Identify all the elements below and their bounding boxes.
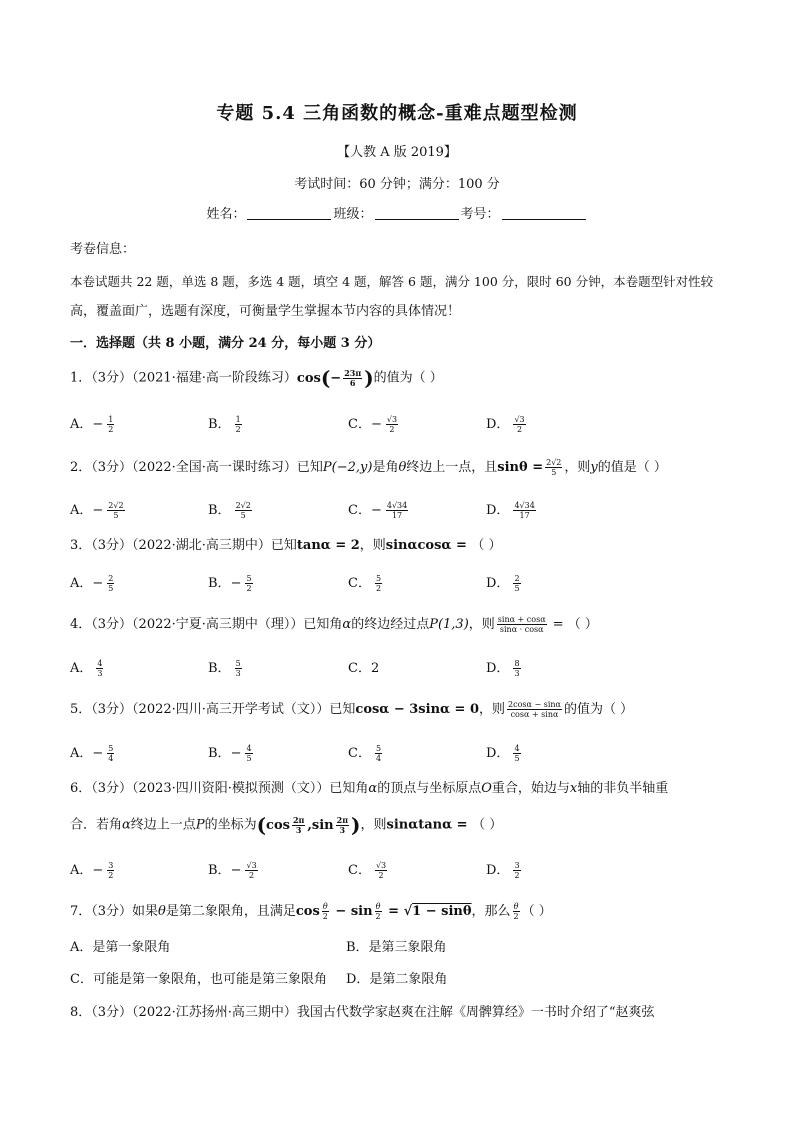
option-label: A． bbox=[70, 417, 93, 432]
q6-prefix: 6．（3分）（2023·四川资阳·模拟预测（文））已知角 bbox=[70, 781, 369, 796]
q5-option-b[interactable] bbox=[208, 743, 255, 765]
option-label: A． bbox=[70, 661, 93, 676]
option-label: A． bbox=[70, 746, 93, 761]
option-label: B． bbox=[208, 661, 231, 676]
option-numerator: 2 bbox=[108, 574, 114, 583]
option-fraction bbox=[235, 659, 242, 678]
number-blank[interactable] bbox=[502, 206, 586, 220]
q3-option-c[interactable] bbox=[348, 573, 384, 595]
option-sign: − bbox=[230, 576, 242, 591]
option-sign: − bbox=[92, 417, 104, 432]
q1-options bbox=[70, 414, 724, 436]
question-5 bbox=[70, 700, 724, 720]
option-fraction bbox=[513, 415, 525, 434]
q6-expression: sinαtanα = bbox=[386, 817, 473, 833]
option-denominator: 5 bbox=[514, 754, 520, 763]
option-numerator: 4 bbox=[97, 659, 103, 668]
option-denominator: 2 bbox=[389, 425, 395, 434]
q4-option-d[interactable] bbox=[486, 658, 523, 680]
option-numerator: 4 bbox=[514, 744, 520, 753]
q7-option-a[interactable]: A．是第一象限角 bbox=[70, 940, 171, 955]
option-fraction bbox=[107, 574, 114, 593]
q5-fraction bbox=[507, 700, 562, 719]
option-denominator: 3 bbox=[235, 669, 241, 678]
option-fraction bbox=[513, 659, 520, 678]
q1-option-d[interactable] bbox=[486, 414, 528, 436]
question-3 bbox=[70, 536, 724, 556]
name-label: 姓名： bbox=[206, 207, 246, 222]
q6-mid2: 重合，始边与 bbox=[491, 781, 570, 796]
q4-end: = （ ） bbox=[548, 617, 598, 632]
q2-options bbox=[70, 500, 724, 522]
option-label: A． bbox=[70, 863, 93, 878]
q6-sin: ,sin bbox=[307, 817, 334, 833]
q1-stem-end: 的值为（ ） bbox=[373, 370, 443, 386]
q7-mid2: ，那么 bbox=[471, 904, 511, 919]
option-numerator: 2√2 bbox=[235, 501, 251, 510]
class-label: 班级： bbox=[333, 207, 373, 222]
option-denominator: 2 bbox=[108, 425, 114, 434]
option-denominator: 2 bbox=[246, 584, 252, 593]
q3-mid: ，则 bbox=[359, 538, 386, 553]
option-label: A． bbox=[70, 503, 93, 518]
option-numerator: 5 bbox=[246, 574, 252, 583]
q5-option-a[interactable] bbox=[70, 743, 116, 765]
q7-options-row-1 bbox=[70, 937, 724, 959]
option-denominator: 17 bbox=[519, 511, 530, 520]
option-numerator: 4√34 bbox=[514, 501, 535, 510]
option-fraction bbox=[245, 861, 257, 880]
option-label: D． bbox=[486, 503, 510, 518]
option-denominator: 4 bbox=[108, 754, 114, 763]
q6-option-d[interactable] bbox=[486, 860, 523, 882]
option-fraction bbox=[513, 501, 535, 520]
q7-frac-1 bbox=[322, 902, 329, 921]
q2-theta: θ bbox=[398, 460, 407, 475]
question-1 bbox=[70, 368, 724, 389]
q2-num: 2√2 bbox=[546, 458, 562, 467]
option-label: C． bbox=[348, 746, 371, 761]
option-numerator: 5 bbox=[108, 744, 114, 753]
q2-end: 的值是（ ） bbox=[597, 460, 667, 475]
question-8: 8．（3分）（2022·江苏扬州·高三期中）我国古代数学家赵爽在注解《周髀算经》一书时介绍了“赵爽弦 bbox=[70, 1005, 655, 1020]
q7-option-d[interactable]: D．是第二象限角 bbox=[346, 972, 448, 987]
name-blank[interactable] bbox=[247, 206, 331, 220]
option-fraction bbox=[386, 501, 408, 520]
q4-options bbox=[70, 658, 724, 680]
question-2 bbox=[70, 458, 724, 478]
option-numerator: √3 bbox=[375, 861, 387, 870]
option-label: B． bbox=[208, 746, 231, 761]
option-numerator: 3 bbox=[108, 861, 114, 870]
option-sign: − bbox=[92, 576, 104, 591]
option-label: B． bbox=[208, 863, 231, 878]
option-fraction bbox=[375, 574, 382, 593]
q7-prefix: 7．（3分）如果 bbox=[70, 904, 159, 919]
q7-radicand: 1 − sinθ bbox=[412, 904, 472, 919]
q6-frac-1 bbox=[292, 816, 305, 835]
q2-option-a[interactable] bbox=[70, 500, 127, 522]
option-fraction bbox=[235, 501, 252, 520]
q4-num: sinα + cosα bbox=[497, 615, 546, 624]
q7-end: （ ） bbox=[521, 904, 552, 919]
q7-option-c[interactable]: C．可能是第一象限角，也可能是第三象限角 bbox=[70, 972, 327, 987]
class-blank[interactable] bbox=[375, 206, 459, 220]
option-numerator: 2√2 bbox=[108, 501, 124, 510]
q6-frac1-den: 3 bbox=[295, 824, 302, 835]
q6-line2-mid2: 的坐标为 bbox=[204, 817, 257, 833]
page-title: 专题 5.4 三角函数的概念-重难点题型检测 bbox=[216, 103, 578, 124]
option-label: D． bbox=[486, 863, 510, 878]
option-label: C． bbox=[348, 661, 371, 676]
q4-mid: 的终边经过点 bbox=[351, 617, 430, 632]
option-denominator: 2 bbox=[378, 871, 384, 880]
number-label: 考号： bbox=[460, 207, 500, 222]
q7-frac3-num: θ bbox=[513, 902, 519, 911]
q2-option-d[interactable] bbox=[486, 500, 538, 522]
q1-option-c[interactable] bbox=[348, 414, 400, 436]
q6-mid: 的顶点与坐标原点 bbox=[377, 781, 482, 796]
option-denominator: 2 bbox=[514, 871, 520, 880]
option-denominator: 2 bbox=[375, 584, 382, 593]
option-label: C． bbox=[348, 417, 371, 432]
q6-frac2-den: 3 bbox=[339, 824, 346, 835]
option-sign: − bbox=[370, 503, 382, 518]
option-numerator: √3 bbox=[386, 415, 398, 424]
q7-frac-3 bbox=[513, 902, 520, 921]
q4-fraction bbox=[497, 615, 547, 634]
q7-equals: = bbox=[383, 904, 404, 919]
q7-sqrt: √1 − sinθ bbox=[403, 904, 472, 919]
option-denominator: 2 bbox=[108, 871, 114, 880]
option-fraction bbox=[96, 659, 103, 678]
q7-theta: θ bbox=[158, 904, 166, 919]
q3-option-a[interactable] bbox=[70, 573, 116, 595]
q4-mid2: ，则 bbox=[468, 617, 495, 632]
option-denominator: 17 bbox=[391, 511, 403, 520]
option-label: A． bbox=[70, 576, 93, 591]
q1-option-b[interactable] bbox=[208, 414, 244, 436]
option-numerator: 1 bbox=[108, 415, 114, 424]
q5-condition: cosα − 3sinα = 0 bbox=[355, 702, 480, 717]
q4-prefix: 4．（3分）（2022·宁夏·高三期中（理））已知角 bbox=[70, 617, 343, 632]
option-label: B． bbox=[208, 417, 231, 432]
q6-line1-end: 轴的非负半轴重 bbox=[577, 781, 669, 796]
question-6-line-2 bbox=[70, 815, 724, 836]
q2-option-c[interactable] bbox=[348, 500, 410, 522]
q5-option-c[interactable] bbox=[348, 743, 384, 765]
option-label: D． bbox=[486, 661, 510, 676]
q5-prefix: 5．（3分）（2022·四川·高三开学考试（文））已知 bbox=[70, 702, 356, 717]
q4-point: P(1,3) bbox=[429, 617, 469, 632]
option-sign: − bbox=[92, 746, 104, 761]
option-fraction bbox=[107, 501, 124, 520]
q6-option-b[interactable] bbox=[208, 860, 260, 882]
q6-origin: O bbox=[481, 781, 492, 796]
option-numerator: 8 bbox=[514, 659, 520, 668]
option-denominator: 3 bbox=[514, 669, 520, 678]
q2-fraction bbox=[545, 458, 562, 477]
option-denominator: 2 bbox=[249, 871, 255, 880]
q6-end: （ ） bbox=[472, 817, 503, 833]
info-line-2: 高，覆盖面广，选题有深度，可衡量学生掌握本节内容的具体情况！ bbox=[70, 304, 461, 319]
q6-option-c[interactable] bbox=[348, 860, 389, 882]
q1-option-a[interactable] bbox=[70, 414, 116, 436]
q2-mid2: 终边上一点，且 bbox=[406, 460, 498, 475]
option-fraction bbox=[235, 415, 242, 434]
option-fraction bbox=[245, 744, 252, 763]
q6-options bbox=[70, 860, 724, 882]
option-numerator: 1 bbox=[235, 415, 241, 424]
student-info-row bbox=[0, 205, 794, 225]
option-denominator: 5 bbox=[246, 754, 252, 763]
question-6-line-1 bbox=[70, 779, 724, 799]
q6-line2-prefix: 合．若角 bbox=[70, 817, 123, 833]
q5-num: 2cosα − sinα bbox=[508, 700, 561, 709]
option-sign: − bbox=[370, 417, 382, 432]
option-label: D． bbox=[486, 576, 510, 591]
option-numerator: 2 bbox=[514, 574, 520, 583]
option-numerator: 4√34 bbox=[386, 501, 408, 510]
option-fraction bbox=[107, 744, 114, 763]
q4-option-c[interactable] bbox=[348, 658, 379, 680]
option-denominator: 5 bbox=[240, 511, 246, 520]
option-label: D． bbox=[486, 417, 510, 432]
option-numerator: 5 bbox=[235, 659, 241, 668]
q4-option-a[interactable] bbox=[70, 658, 105, 680]
q6-frac2-num: 2π bbox=[336, 814, 349, 825]
edition-label: 【人教 A 版 2019】 bbox=[337, 145, 457, 160]
option-value: 2 bbox=[370, 661, 380, 676]
option-fraction bbox=[386, 415, 398, 434]
option-numerator: √3 bbox=[514, 415, 525, 424]
option-label: B． bbox=[208, 576, 231, 591]
q7-frac1-den: 2 bbox=[322, 912, 328, 921]
option-label: C． bbox=[348, 576, 371, 591]
q6-coordinates: (cos $\frac{2\pi}{3}$ ,sin $\frac{2\pi}{3}$ ) bbox=[256, 813, 361, 837]
q2-den: 5 bbox=[551, 468, 557, 477]
option-denominator: 5 bbox=[108, 584, 114, 593]
q5-den: cosα + sinα bbox=[510, 710, 559, 719]
q6-line2-mid3: ，则 bbox=[360, 817, 387, 833]
q3-end: （ ） bbox=[471, 538, 502, 553]
option-fraction bbox=[513, 574, 520, 593]
option-denominator: 2 bbox=[516, 425, 523, 434]
q6-x: x bbox=[569, 781, 578, 796]
option-numerator: 5 bbox=[375, 744, 382, 753]
option-fraction bbox=[245, 574, 252, 593]
info-heading: 考卷信息： bbox=[70, 242, 136, 257]
option-sign: − bbox=[92, 503, 104, 518]
option-denominator: 2 bbox=[235, 425, 241, 434]
option-denominator: 4 bbox=[375, 754, 382, 763]
option-fraction bbox=[375, 744, 382, 763]
info-line-1: 本卷试题共 22 题，单选 8 题，多选 4 题，填空 4 题，解答 6 题，满分 100 分，限时 60 分钟，本卷题型针对性较 bbox=[70, 274, 714, 289]
q2-prefix: 2．（3分）（2022·全国·高一课时练习）已知 bbox=[70, 460, 323, 475]
q6-frac-2 bbox=[336, 816, 349, 835]
q6-line2-mid: 终边上一点 bbox=[130, 817, 196, 833]
q2-y: y bbox=[590, 460, 598, 475]
option-denominator: 5 bbox=[514, 584, 520, 593]
q7-mid: 是第二象限角，且满足 bbox=[165, 904, 296, 919]
q7-frac-2 bbox=[375, 902, 382, 921]
q6-point: P bbox=[195, 817, 205, 833]
option-numerator: 5 bbox=[375, 574, 382, 583]
q3-option-d[interactable] bbox=[486, 573, 523, 595]
q3-option-b[interactable] bbox=[208, 573, 255, 595]
q2-mid: 是角 bbox=[372, 460, 399, 475]
q5-option-d[interactable] bbox=[486, 743, 523, 765]
q2-option-b[interactable] bbox=[208, 500, 254, 522]
q7-frac2-den: 2 bbox=[375, 912, 381, 921]
q7-options-row-2 bbox=[70, 969, 724, 991]
q5-options bbox=[70, 743, 724, 765]
q5-mid: ，则 bbox=[479, 702, 506, 717]
q3-condition: tanα = 2 bbox=[296, 538, 360, 553]
q7-frac3-den: 2 bbox=[513, 912, 519, 921]
question-7 bbox=[70, 902, 724, 922]
q7-minus-sin: − sin bbox=[330, 904, 373, 919]
option-denominator: 5 bbox=[113, 511, 119, 520]
q6-option-a[interactable] bbox=[70, 860, 116, 882]
option-numerator: 4 bbox=[246, 744, 252, 753]
option-label: B． bbox=[208, 503, 231, 518]
q4-alpha: α bbox=[342, 617, 352, 632]
option-denominator: 3 bbox=[97, 669, 103, 678]
q5-end: 的值为（ ） bbox=[563, 702, 634, 717]
q6-alpha: α bbox=[368, 781, 378, 796]
q3-options bbox=[70, 573, 724, 595]
option-label: C． bbox=[348, 863, 371, 878]
option-fraction bbox=[375, 861, 387, 880]
q6-alpha-2: α bbox=[122, 817, 131, 833]
q2-point: P(−2,y) bbox=[322, 460, 373, 475]
option-fraction bbox=[513, 861, 520, 880]
q7-option-b[interactable]: B．是第三象限角 bbox=[346, 940, 447, 955]
q4-option-b[interactable] bbox=[208, 658, 244, 680]
option-numerator: √3 bbox=[246, 861, 257, 870]
option-sign: − bbox=[92, 863, 104, 878]
q2-sin: sinθ = bbox=[497, 460, 544, 475]
question-4 bbox=[70, 615, 724, 635]
q7-cos: cos bbox=[295, 904, 320, 919]
option-numerator: 3 bbox=[514, 861, 520, 870]
option-fraction bbox=[107, 861, 114, 880]
q1-expression: cos(− $\frac{23\pi}{6}$ ) bbox=[296, 366, 374, 390]
q2-tail: ，则 bbox=[564, 460, 591, 475]
section-heading: 一．选择题（共 8 小题，满分 24 分，每小题 3 分） bbox=[70, 336, 381, 351]
q1-prefix: 1．（3分）（2021·福建·高一阶段练习） bbox=[70, 370, 297, 386]
option-label: C． bbox=[348, 503, 371, 518]
q6-frac1-num: 2π bbox=[292, 814, 305, 825]
option-fraction bbox=[107, 415, 114, 434]
option-label: D． bbox=[486, 746, 510, 761]
q7-frac1-num: θ bbox=[322, 902, 328, 911]
option-sign: − bbox=[230, 863, 242, 878]
q3-prefix: 3．（3分）（2022·湖北·高三期中）已知 bbox=[70, 538, 297, 553]
option-fraction bbox=[513, 744, 520, 763]
option-sign: − bbox=[230, 746, 242, 761]
q6-cos: cos bbox=[266, 817, 290, 833]
exam-info: 考试时间：60 分钟；满分：100 分 bbox=[294, 177, 500, 192]
q3-expression: sinαcosα = bbox=[385, 538, 472, 553]
q4-den: sinα · cosα bbox=[499, 625, 544, 634]
q7-frac2-num: θ bbox=[375, 902, 381, 911]
